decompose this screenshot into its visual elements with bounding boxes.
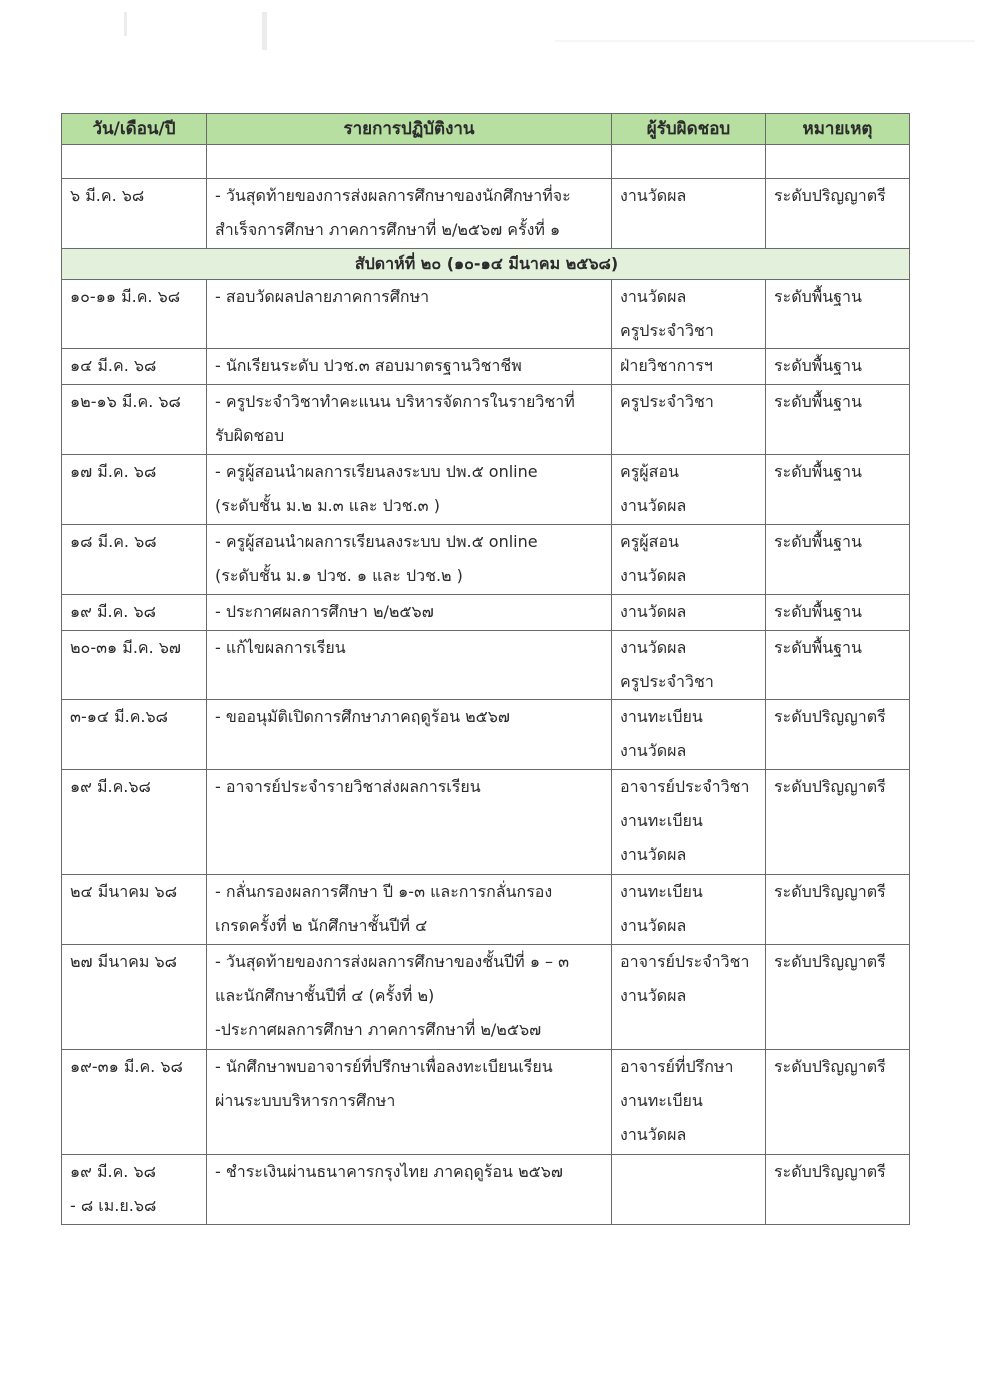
task-line: (ระดับชั้น ม.๑ ปวช. ๑ และ ปวช.๒ ) xyxy=(215,566,463,585)
note-cell: ระดับปริญญาตรี xyxy=(766,945,910,1050)
task-line: - อาจารย์ประจำรายวิชาส่งผลการเรียน xyxy=(215,777,481,796)
note-cell: ระดับปริญญาตรี xyxy=(766,179,910,249)
responsible-line: อาจารย์ที่ปรึกษา xyxy=(620,1057,734,1076)
date-cell xyxy=(62,455,207,525)
task-line: - ขออนุมัติเปิดการศึกษาภาคฤดูร้อน ๒๕๖๗ xyxy=(215,707,510,726)
date-cell xyxy=(62,945,207,1050)
table-row xyxy=(62,179,910,249)
date-line: ๓-๑๔ มี.ค.๖๘ xyxy=(70,707,168,726)
week-header-row xyxy=(62,249,910,280)
task-cell xyxy=(207,1155,612,1225)
header-responsible: ผู้รับผิดชอบ xyxy=(612,114,766,145)
task-cell xyxy=(207,385,612,455)
responsible-cell xyxy=(612,945,766,1050)
responsible-line: งานวัดผล xyxy=(620,845,687,864)
responsible-line: งานทะเบียน xyxy=(620,1091,703,1110)
responsible-line: งานทะเบียน xyxy=(620,707,703,726)
table-row xyxy=(62,700,910,770)
empty-cell xyxy=(612,145,766,179)
responsible-cell xyxy=(612,349,766,385)
responsible-line: งานวัดผล xyxy=(620,496,687,515)
responsible-line: ครูประจำวิชา xyxy=(620,321,714,340)
responsible-line: งานวัดผล xyxy=(620,741,687,760)
header-note: หมายเหตุ xyxy=(766,114,910,145)
note-cell: ระดับพื้นฐาน xyxy=(766,455,910,525)
task-cell xyxy=(207,945,612,1050)
task-line: -ประกาศผลการศึกษา ภาคการศึกษาที่ ๒/๒๕๖๗ xyxy=(215,1020,542,1039)
table-row xyxy=(62,525,910,595)
table-row xyxy=(62,349,910,385)
note-cell: ระดับพื้นฐาน xyxy=(766,595,910,631)
task-line: - ประกาศผลการศึกษา ๒/๒๕๖๗ xyxy=(215,602,434,621)
task-line: - ครูประจำวิชาทำคะแนน บริหารจัดการในรายวิชาที่ xyxy=(215,392,575,411)
task-line: - นักเรียนระดับ ปวช.๓ สอบมาตรฐานวิชาชีพ xyxy=(215,356,522,375)
note-cell: ระดับพื้นฐาน xyxy=(766,525,910,595)
responsible-line: งานทะเบียน xyxy=(620,882,703,901)
task-line: - นักศึกษาพบอาจารย์ที่ปรึกษาเพื่อลงทะเบียนเรียน xyxy=(215,1057,553,1076)
date-cell xyxy=(62,385,207,455)
task-cell: - วันสุดท้ายของการส่งผลการศึกษาของนักศึกษาที่จะ สำเร็จการศึกษา ภาคการศึกษาที่ ๒/๒๕๖๗ ครั้งที่ ๑ xyxy=(207,179,612,249)
task-cell xyxy=(207,700,612,770)
responsible-line: อาจารย์ประจำวิชา xyxy=(620,952,750,971)
header-date: วัน/เดือน/ปี xyxy=(62,114,207,145)
date-cell xyxy=(62,1050,207,1155)
date-line: - ๘ เม.ย.๖๘ xyxy=(70,1196,157,1215)
responsible-line: ฝ่ายวิชาการฯ xyxy=(620,356,713,375)
date-cell xyxy=(62,525,207,595)
date-line: ๑๔ มี.ค. ๖๘ xyxy=(70,356,157,375)
scan-artifact xyxy=(555,40,975,42)
responsible-line: งานทะเบียน xyxy=(620,811,703,830)
responsible-cell xyxy=(612,631,766,700)
task-line: - วันสุดท้ายของการส่งผลการศึกษาของชั้นปีที่ ๑ – ๓ xyxy=(215,952,570,971)
scan-artifact xyxy=(262,12,267,50)
table-row xyxy=(62,1050,910,1155)
date-cell xyxy=(62,1155,207,1225)
table-row xyxy=(62,875,910,945)
date-line: ๑๙-๓๑ มี.ค. ๖๘ xyxy=(70,1057,183,1076)
responsible-cell xyxy=(612,455,766,525)
task-line: และนักศึกษาชั้นปีที่ ๔ (ครั้งที่ ๒) xyxy=(215,986,435,1005)
task-line: - ครูผู้สอนนำผลการเรียนลงระบบ ปพ.๕ online xyxy=(215,532,538,551)
table-row xyxy=(62,280,910,349)
responsible-cell xyxy=(612,1155,766,1225)
note-cell: ระดับปริญญาตรี xyxy=(766,700,910,770)
empty-cell xyxy=(207,145,612,179)
note-cell: ระดับปริญญาตรี xyxy=(766,875,910,945)
date-line: ๑๙ มี.ค. ๖๘ xyxy=(70,602,156,621)
note-cell: ระดับพื้นฐาน xyxy=(766,631,910,700)
table-row xyxy=(62,385,910,455)
table-row xyxy=(62,455,910,525)
date-line: ๒๔ มีนาคม ๖๘ xyxy=(70,882,178,901)
task-cell xyxy=(207,349,612,385)
note-cell: ระดับปริญญาตรี xyxy=(766,770,910,875)
note-cell: ระดับพื้นฐาน xyxy=(766,349,910,385)
date-line: ๑๒-๑๖ มี.ค. ๖๘ xyxy=(70,392,181,411)
task-cell xyxy=(207,525,612,595)
responsible-line: งานวัดผล xyxy=(620,602,687,621)
date-cell xyxy=(62,280,207,349)
responsible-line: อาจารย์ประจำวิชา xyxy=(620,777,750,796)
note-cell: ระดับปริญญาตรี xyxy=(766,1050,910,1155)
task-cell xyxy=(207,280,612,349)
date-cell xyxy=(62,595,207,631)
responsible-line: ครูประจำวิชา xyxy=(620,672,714,691)
responsible-cell xyxy=(612,595,766,631)
table-row xyxy=(62,770,910,875)
task-cell xyxy=(207,455,612,525)
responsible-line: งานวัดผล xyxy=(620,566,687,585)
responsible-line: งานวัดผล xyxy=(620,916,687,935)
table-row xyxy=(62,1155,910,1225)
task-line: - สอบวัดผลปลายภาคการศึกษา xyxy=(215,287,430,306)
task-line: เกรดครั้งที่ ๒ นักศึกษาชั้นปีที่ ๔ xyxy=(215,916,428,935)
responsible-line: งานวัดผล xyxy=(620,287,687,306)
responsible-cell xyxy=(612,525,766,595)
week-label: สัปดาห์ที่ ๒๐ (๑๐-๑๔ มีนาคม ๒๕๖๘) xyxy=(62,249,910,280)
schedule-rows xyxy=(62,280,910,1225)
responsible-cell xyxy=(612,385,766,455)
task-cell xyxy=(207,1050,612,1155)
note-cell: ระดับพื้นฐาน xyxy=(766,385,910,455)
empty-cell xyxy=(766,145,910,179)
responsible-line: ครูผู้สอน xyxy=(620,462,679,481)
table-row xyxy=(62,595,910,631)
date-line: ๑๙ มี.ค.๖๘ xyxy=(70,777,151,796)
empty-cell xyxy=(62,145,207,179)
date-cell xyxy=(62,700,207,770)
scan-artifact xyxy=(124,12,127,36)
task-line: - ครูผู้สอนนำผลการเรียนลงระบบ ปพ.๕ online xyxy=(215,462,538,481)
date-line: ๒๗ มีนาคม ๖๘ xyxy=(70,952,177,971)
date-line: ๑๐-๑๑ มี.ค. ๖๘ xyxy=(70,287,181,306)
schedule-table xyxy=(61,113,910,1225)
task-cell xyxy=(207,875,612,945)
empty-row xyxy=(62,145,910,179)
date-cell xyxy=(62,631,207,700)
task-cell xyxy=(207,631,612,700)
note-cell: ระดับพื้นฐาน xyxy=(766,280,910,349)
table-row xyxy=(62,945,910,1050)
task-cell xyxy=(207,770,612,875)
task-cell xyxy=(207,595,612,631)
date-cell xyxy=(62,875,207,945)
responsible-cell xyxy=(612,280,766,349)
date-line: ๒๐-๓๑ มี.ค. ๖๗ xyxy=(70,638,181,657)
responsible-line: งานวัดผล xyxy=(620,638,687,657)
date-cell: ๖ มี.ค. ๖๘ xyxy=(62,179,207,249)
date-cell xyxy=(62,349,207,385)
date-line: ๑๗ มี.ค. ๖๘ xyxy=(70,462,157,481)
header-row xyxy=(62,114,910,145)
task-line: ผ่านระบบบริหารการศึกษา xyxy=(215,1091,396,1110)
responsible-cell xyxy=(612,700,766,770)
header-task: รายการปฏิบัติงาน xyxy=(207,114,612,145)
task-line: - แก้ไขผลการเรียน xyxy=(215,638,346,657)
responsible-cell xyxy=(612,1050,766,1155)
date-line: ๑๙ มี.ค. ๖๘ xyxy=(70,1162,156,1181)
date-cell xyxy=(62,770,207,875)
task-line: - กลั่นกรองผลการศึกษา ปี ๑-๓ และการกลั่นกรอง xyxy=(215,882,553,901)
table-row xyxy=(62,631,910,700)
task-line: (ระดับชั้น ม.๒ ม.๓ และ ปวช.๓ ) xyxy=(215,496,440,515)
date-line: ๑๘ มี.ค. ๖๘ xyxy=(70,532,157,551)
responsible-cell xyxy=(612,875,766,945)
responsible-cell: งานวัดผล xyxy=(612,179,766,249)
task-line: - ชำระเงินผ่านธนาคารกรุงไทย ภาคฤดูร้อน ๒๕๖๗ xyxy=(215,1162,563,1181)
task-line: รับผิดชอบ xyxy=(215,426,285,445)
responsible-line: ครูผู้สอน xyxy=(620,532,679,551)
responsible-line: ครูประจำวิชา xyxy=(620,392,714,411)
responsible-cell xyxy=(612,770,766,875)
note-cell: ระดับปริญญาตรี xyxy=(766,1155,910,1225)
responsible-line: งานวัดผล xyxy=(620,1125,687,1144)
responsible-line: งานวัดผล xyxy=(620,986,687,1005)
